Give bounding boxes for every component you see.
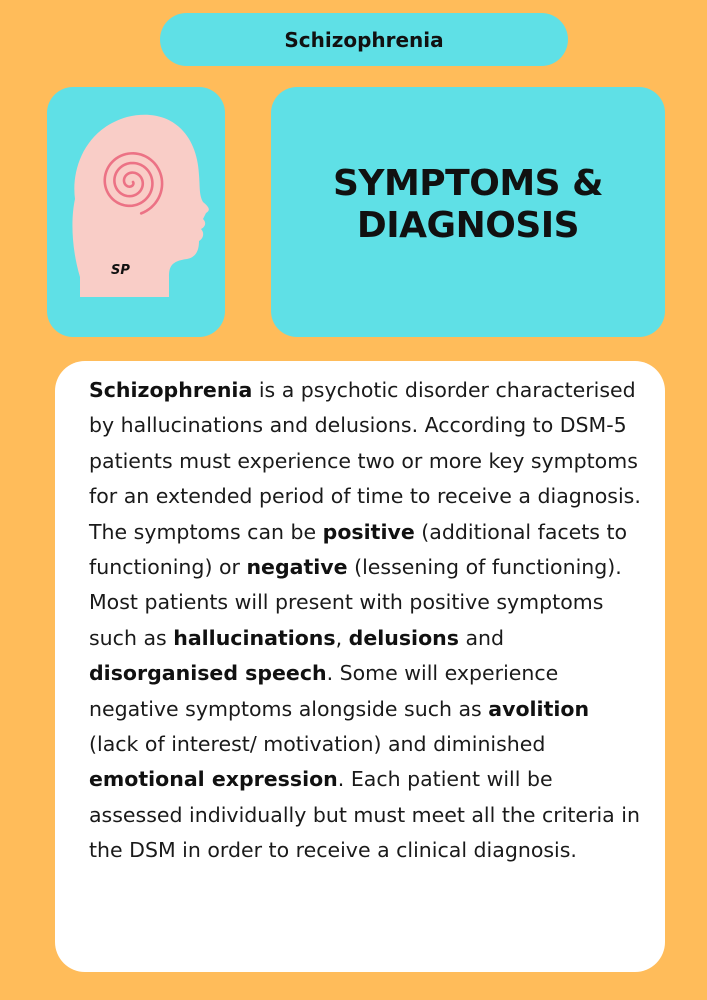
bold-term: Schizophrenia — [89, 378, 253, 402]
bold-term: delusions — [348, 625, 459, 650]
body-panel — [55, 361, 665, 972]
bold-term: avolition — [488, 696, 590, 721]
bold-term: positive — [322, 519, 415, 544]
bold-term: emotional expression — [89, 767, 338, 792]
topic-label: Schizophrenia — [284, 27, 444, 52]
head-silhouette — [72, 115, 208, 297]
body-text-run: and — [458, 625, 505, 650]
bold-term: hallucinations — [173, 625, 336, 650]
body-text-run: . Some will experience negative symptoms alongside such as — [89, 661, 559, 721]
bold-term: negative — [246, 555, 348, 580]
title-card — [271, 87, 665, 337]
body-text-run: , — [335, 625, 349, 650]
body-text-run: is a psychotic disorder characterised by hallucinations and delusions. According to DSM-5 patients must experience two or more key symptoms for an extended period of time to receive a diagnosis. The symptoms can be — [89, 378, 641, 544]
body-text-run: . Each patient will be assessed individually but must meet all the criteria in the DSM in order to receive a clinical diagnosis. — [89, 767, 640, 863]
title-line-2: DIAGNOSIS — [356, 205, 580, 246]
topic-pill — [160, 13, 568, 66]
logo-card — [47, 87, 225, 337]
title-line-1: SYMPTOMS & — [332, 163, 604, 204]
body-text-run: (lessening of functioning). Most patients will present with positive symptoms such as — [89, 555, 622, 650]
body-text-run: (additional facets to functioning) or — [89, 519, 628, 580]
body-text-run: (lack of interest/ motivation) and diminished — [89, 732, 546, 757]
head-spiral-icon — [47, 87, 225, 337]
logo-initials: SP — [111, 263, 130, 278]
bold-term: disorganised speech — [89, 661, 327, 686]
body-paragraph — [89, 373, 643, 869]
page-title — [333, 163, 603, 247]
